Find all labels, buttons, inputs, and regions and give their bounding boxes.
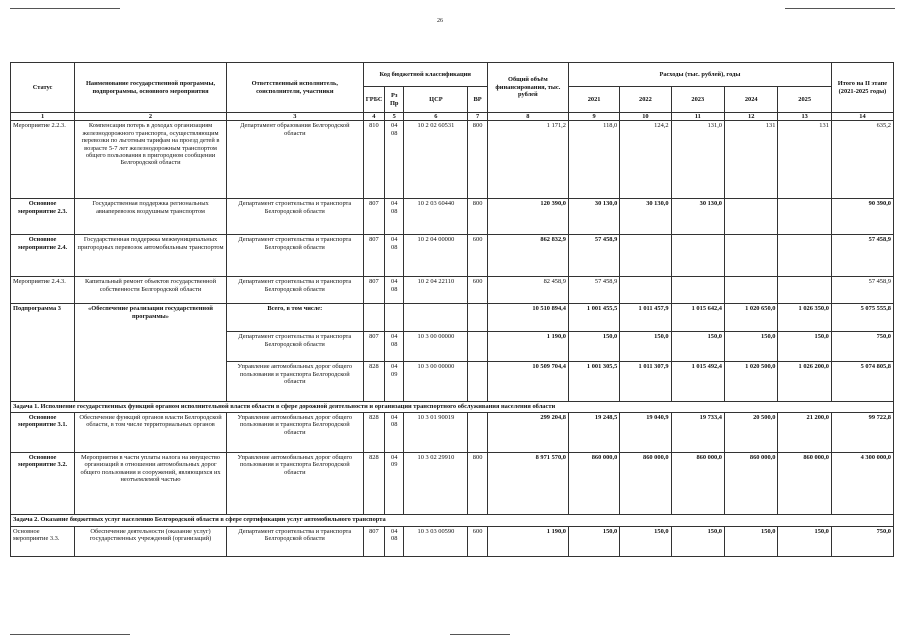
row-grbs: 807	[363, 526, 384, 556]
row-value-y2022	[620, 235, 671, 277]
index-cell: 12	[725, 113, 778, 121]
row-grbs: 807	[363, 332, 384, 362]
row-executor: Департамент строительства и транспорта Белгородской области	[226, 526, 363, 556]
row-executor: Управление автомобильных дорог общего пользования и транспорта Белгородской области	[226, 452, 363, 514]
header-year: 2023	[671, 87, 724, 113]
row-value-y2025: 150,0	[778, 526, 831, 556]
row-csr: 10 2 02 60531	[404, 121, 468, 199]
row-value-y2023: 1 015 642,4	[671, 304, 724, 332]
row-executor: Департамент строительства и транспорта Белгородской области	[226, 199, 363, 235]
table-row	[11, 121, 894, 199]
row-value-y2025: 131	[778, 121, 831, 199]
row-value-stage: 750,0	[831, 332, 893, 362]
row-value-stage: 57 458,9	[831, 277, 893, 304]
row-vr: 600	[468, 277, 487, 304]
index-cell: 11	[671, 113, 724, 121]
column-index-row	[11, 113, 894, 121]
row-value-y2024: 150,0	[725, 332, 778, 362]
row-csr: 10 3 03 00590	[404, 526, 468, 556]
row-vr: 800	[468, 121, 487, 199]
table-row	[11, 199, 894, 235]
row-value-y2025: 860 000,0	[778, 452, 831, 514]
row-csr: 10 2 04 22110	[404, 277, 468, 304]
table-row	[11, 526, 894, 556]
row-value-total: 299 204,8	[487, 412, 568, 452]
row-csr: 10 3 01 90019	[404, 412, 468, 452]
row-vr	[468, 304, 487, 332]
row-value-total: 10 509 704,4	[487, 362, 568, 402]
row-rzpr	[385, 304, 404, 332]
row-name: Компенсация потерь в доходах организациям железнодорожного транспорта, осуществляющим перевозки по льготным тарифам на проезд детей в возрасте 5-7 лет железнодорожным транспортом общего пользования в пригородном сообщении Белгородской области	[75, 121, 227, 199]
header-status: Статус	[11, 63, 75, 113]
row-value-stage: 57 458,9	[831, 235, 893, 277]
row-executor: Управление автомобильных дорог общего пользования и транспорта Белгородской области	[226, 362, 363, 402]
row-vr	[468, 412, 487, 452]
row-name: Государственная поддержка региональных авиаперевозок воздушным транспортом	[75, 199, 227, 235]
row-executor: Департамент строительства и транспорта Белгородской области	[226, 277, 363, 304]
row-value-y2021: 19 248,5	[568, 412, 619, 452]
bottom-rule	[10, 634, 130, 635]
header-year: 2025	[778, 87, 831, 113]
row-value-stage: 750,0	[831, 526, 893, 556]
row-name: Капитальный ремонт объектов государственной собственности Белгородской области	[75, 277, 227, 304]
row-vr: 600	[468, 235, 487, 277]
row-value-y2021: 860 000,0	[568, 452, 619, 514]
row-rzpr: 04 08	[385, 277, 404, 304]
top-rule	[785, 8, 895, 9]
row-rzpr: 04 08	[385, 412, 404, 452]
row-value-total: 1 190,0	[487, 332, 568, 362]
row-value-total: 1 171,2	[487, 121, 568, 199]
index-cell: 4	[363, 113, 384, 121]
row-value-stage: 5 075 555,8	[831, 304, 893, 332]
row-grbs: 828	[363, 362, 384, 402]
row-value-stage: 99 722,8	[831, 412, 893, 452]
row-status: Мероприятие 2.2.3.	[11, 121, 75, 199]
row-value-y2021: 57 458,9	[568, 277, 619, 304]
row-value-y2023: 860 000,0	[671, 452, 724, 514]
row-value-y2021: 1 001 455,5	[568, 304, 619, 332]
row-vr: 800	[468, 199, 487, 235]
row-value-total: 10 510 894,4	[487, 304, 568, 332]
task-row	[11, 402, 894, 412]
row-value-stage: 4 300 000,0	[831, 452, 893, 514]
row-grbs: 810	[363, 121, 384, 199]
header-grbs: ГРБС	[363, 87, 384, 113]
row-value-y2025	[778, 235, 831, 277]
header-rzpr: Рз Пр	[385, 87, 404, 113]
row-value-y2023	[671, 235, 724, 277]
row-status: Основное мероприятие 2.4.	[11, 235, 75, 277]
top-rule	[10, 8, 120, 9]
row-value-y2022: 860 000,0	[620, 452, 671, 514]
row-value-y2021: 57 458,9	[568, 235, 619, 277]
row-executor: Управление автомобильных дорог общего пользования и транспорта Белгородской области	[226, 412, 363, 452]
row-value-y2025: 150,0	[778, 332, 831, 362]
row-executor: Департамент строительства и транспорта Белгородской области	[226, 235, 363, 277]
row-value-y2025: 1 026 200,0	[778, 362, 831, 402]
row-value-y2023: 150,0	[671, 332, 724, 362]
row-grbs: 807	[363, 199, 384, 235]
row-vr	[468, 332, 487, 362]
row-value-y2025: 1 026 350,0	[778, 304, 831, 332]
row-value-y2022: 1 011 457,9	[620, 304, 671, 332]
header-budget-code: Код бюджетной классификации	[363, 63, 487, 87]
row-value-y2023: 1 015 492,4	[671, 362, 724, 402]
row-value-y2024: 860 000,0	[725, 452, 778, 514]
row-status: Мероприятие 2.4.3.	[11, 277, 75, 304]
row-rzpr: 04 08	[385, 121, 404, 199]
row-grbs: 807	[363, 235, 384, 277]
row-value-y2024: 150,0	[725, 526, 778, 556]
table-row	[11, 412, 894, 452]
row-value-y2022: 124,2	[620, 121, 671, 199]
row-status: Основное мероприятие 3.3.	[11, 526, 75, 556]
row-executor: Департамент строительства и транспорта Белгородской области	[226, 332, 363, 362]
budget-table	[10, 62, 894, 557]
row-value-y2024: 1 020 650,0	[725, 304, 778, 332]
row-value-y2024: 20 500,0	[725, 412, 778, 452]
row-value-y2025	[778, 277, 831, 304]
row-value-y2022: 30 130,0	[620, 199, 671, 235]
row-value-stage: 635,2	[831, 121, 893, 199]
row-csr	[404, 304, 468, 332]
row-value-y2022: 1 011 307,9	[620, 362, 671, 402]
page-number: 26	[437, 18, 443, 24]
row-grbs: 807	[363, 277, 384, 304]
task-row	[11, 514, 894, 526]
row-csr: 10 2 04 00000	[404, 235, 468, 277]
row-csr: 10 2 03 60440	[404, 199, 468, 235]
task-title: Задача 1. Исполнение государственных функций органом исполнительной власти области в сфере дорожной деятельности и организации транспортного обслуживания населения области	[11, 402, 894, 412]
index-cell: 13	[778, 113, 831, 121]
index-cell: 14	[831, 113, 893, 121]
row-value-total: 82 458,9	[487, 277, 568, 304]
row-value-y2022: 19 040,9	[620, 412, 671, 452]
row-rzpr: 04 08	[385, 332, 404, 362]
row-executor: Всего, в том числе:	[226, 304, 363, 332]
index-cell: 6	[404, 113, 468, 121]
header-vr: ВР	[468, 87, 487, 113]
subprogram-name: «Обеспечение реализации государственной программы»	[75, 304, 227, 402]
row-value-y2021: 1 001 305,5	[568, 362, 619, 402]
table-row	[11, 452, 894, 514]
row-value-y2024	[725, 199, 778, 235]
row-rzpr: 04 09	[385, 452, 404, 514]
row-executor: Департамент образования Белгородской области	[226, 121, 363, 199]
row-csr: 10 3 00 00000	[404, 362, 468, 402]
index-cell: 10	[620, 113, 671, 121]
table-row	[11, 277, 894, 304]
row-name: Обеспечение функций органов власти Белгородской области, в том числе территориальных органов	[75, 412, 227, 452]
row-value-y2024	[725, 235, 778, 277]
row-value-total: 8 971 570,0	[487, 452, 568, 514]
row-value-stage: 5 074 805,8	[831, 362, 893, 402]
row-grbs	[363, 304, 384, 332]
header-name: Наименование государственной программы, подпрограммы, основного мероприятия	[75, 63, 227, 113]
row-status: Основное мероприятие 3.1.	[11, 412, 75, 452]
task-title: Задача 2. Оказание бюджетных услуг населению Белгородской области в сфере сертификации услуг автомобильного транспорта	[11, 514, 894, 526]
row-value-stage: 90 390,0	[831, 199, 893, 235]
table-row	[11, 304, 894, 332]
subprogram-status: Подпрограмма 3	[11, 304, 75, 402]
index-cell: 5	[385, 113, 404, 121]
row-name: Обеспечение деятельности (оказание услуг) государственных учреждений (организаций)	[75, 526, 227, 556]
row-value-y2024: 1 020 500,0	[725, 362, 778, 402]
bottom-rule	[450, 634, 510, 635]
row-rzpr: 04 08	[385, 199, 404, 235]
row-value-y2021: 118,0	[568, 121, 619, 199]
row-name: Государственная поддержка межмуниципальных пригородных перевозок автомобильным транспортом	[75, 235, 227, 277]
row-value-y2023: 131,0	[671, 121, 724, 199]
header-year: 2021	[568, 87, 619, 113]
row-value-y2021: 150,0	[568, 332, 619, 362]
row-value-y2022	[620, 277, 671, 304]
header-year: 2022	[620, 87, 671, 113]
index-cell: 7	[468, 113, 487, 121]
row-value-y2023: 30 130,0	[671, 199, 724, 235]
row-rzpr: 04 09	[385, 362, 404, 402]
index-cell: 1	[11, 113, 75, 121]
row-vr: 600	[468, 526, 487, 556]
row-vr	[468, 362, 487, 402]
row-value-y2021: 150,0	[568, 526, 619, 556]
row-csr: 10 3 00 00000	[404, 332, 468, 362]
row-value-y2025: 21 200,0	[778, 412, 831, 452]
index-cell: 8	[487, 113, 568, 121]
header-year: 2024	[725, 87, 778, 113]
row-rzpr: 04 08	[385, 235, 404, 277]
header-csr: ЦСР	[404, 87, 468, 113]
index-cell: 2	[75, 113, 227, 121]
row-rzpr: 04 08	[385, 526, 404, 556]
header-executor: Ответственный исполнитель, соисполнители, участники	[226, 63, 363, 113]
row-value-y2025	[778, 199, 831, 235]
row-value-y2023: 19 733,4	[671, 412, 724, 452]
row-value-y2022: 150,0	[620, 526, 671, 556]
header-total-stage: Итого на II этапе (2021-2025 годы)	[831, 63, 893, 113]
row-value-y2024: 131	[725, 121, 778, 199]
index-cell: 9	[568, 113, 619, 121]
row-status: Основное мероприятие 3.2.	[11, 452, 75, 514]
row-value-total: 120 390,0	[487, 199, 568, 235]
row-grbs: 828	[363, 452, 384, 514]
row-value-y2023: 150,0	[671, 526, 724, 556]
header-expenses: Расходы (тыс. рублей), годы	[568, 63, 831, 87]
row-value-y2024	[725, 277, 778, 304]
row-status: Основное мероприятие 2.3.	[11, 199, 75, 235]
row-name: Мероприятия в части уплаты налога на имущество организаций в отношении автомобильных дорог общего пользования и сооружений, являющихся их неотъемлемой частью	[75, 452, 227, 514]
row-value-y2022: 150,0	[620, 332, 671, 362]
row-grbs: 828	[363, 412, 384, 452]
table-row	[11, 235, 894, 277]
row-value-y2021: 30 130,0	[568, 199, 619, 235]
row-value-total: 862 832,9	[487, 235, 568, 277]
row-value-total: 1 190,0	[487, 526, 568, 556]
row-csr: 10 3 02 29910	[404, 452, 468, 514]
row-value-y2023	[671, 277, 724, 304]
index-cell: 3	[226, 113, 363, 121]
header-total-volume: Общий объём финансирования, тыс. рублей	[487, 63, 568, 113]
row-vr: 800	[468, 452, 487, 514]
